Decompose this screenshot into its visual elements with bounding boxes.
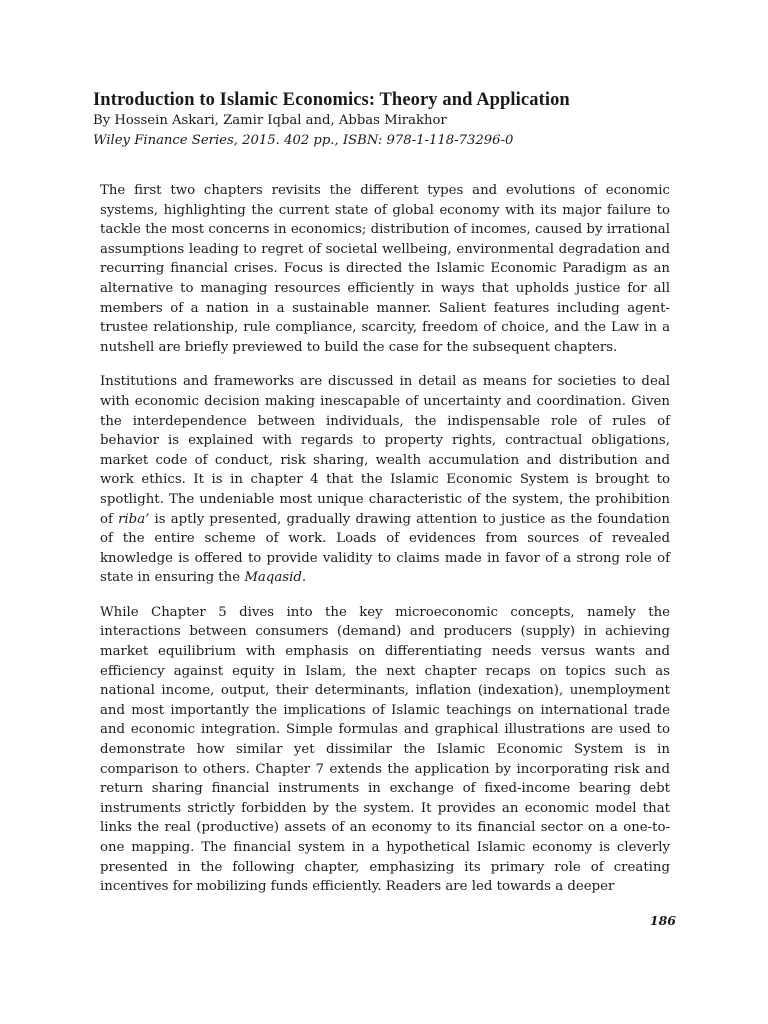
paragraph-1: The first two chapters revisits the different types and evolutions of economic systems, highlighting the current state of global economy with its major failure to tackle the most concerns in economics; distribution of incomes, caused by irrational assumptions leading to regret of societal wellbeing, environmental degradation and recurring financial crises. Focus is directed the Islamic Economic Paradigm as an alternative to managing resources efficiently in ways that upholds justice for all members of a nation in a sustainable manner. Salient features including agent-trustee relationship, rule compliance, scarcity, freedom of choice, and the Law in a nutshell are briefly previewed to build the case for the subsequent chapters. [100, 183, 670, 355]
riba-term: riba’ [118, 511, 150, 527]
paragraph-3: While Chapter 5 dives into the key microeconomic concepts, namely the interactions between consumers (demand) and producers (supply) in achieving market equilibrium with emphasis on differentiating needs versus wants and efficiency against equity in Islam, the next chapter recaps on topics such as national income, output, their determinants, inflation (indexation), unemployment and most importantly the implications of Islamic teachings on international trade and economic integration. Simple formulas and graphical illustrations are used to demonstrate how similar yet dissimilar the Islamic Economic System is in comparison to others. Chapter 7 extends the application by incorporating risk and return sharing financial instruments in exchange of fixed-income bearing debt instruments strictly forbidden by the system. It provides an economic model that links the real (productive) assets of an economy to its financial sector on a one-to-one mapping. The financial system in a hypothetical Islamic economy is cleverly presented in the following chapter, emphasizing its primary role of creating incentives for mobilizing funds efficiently. Readers are led towards a deeper [100, 604, 670, 895]
book-title: Introduction to Islamic Economics: Theory and Application [93, 90, 570, 110]
paragraph-2-text-b: is aptly presented, gradually drawing attention to justice as the foundation of the entire scheme of work. Loads of evidences from sources of revealed knowledge is offered to provide validity to claims made in favor of a strong role of state in ensuring the [100, 511, 670, 586]
publication-info: Wiley Finance Series, 2015. 402 pp., ISBN: 978-1-118-73296-0 [93, 133, 514, 148]
paragraph-2-text-a: Institutions and frameworks are discussed in detail as means for societies to deal with economic decision making inescapable of uncertainty and coordination. Given the interdependence between individuals, the indispensable role of rules of behavior is explained with regards to property rights, contractual obligations, market code of conduct, risk sharing, wealth accumulation and distribution and work ethics. It is in chapter 4 that the Islamic Economic System is brought to spotlight. The undeniable most unique characteristic of the system, the prohibition of [100, 374, 670, 527]
maqasid-term: Maqasid [244, 570, 302, 586]
book-authors: By Hossein Askari, Zamir Iqbal and, Abbas Mirakhor [93, 113, 447, 128]
review-body [100, 181, 670, 912]
page-number: 186 [649, 913, 676, 928]
paragraph-2-text-c: . [301, 570, 307, 586]
paragraph-2 [100, 372, 670, 588]
